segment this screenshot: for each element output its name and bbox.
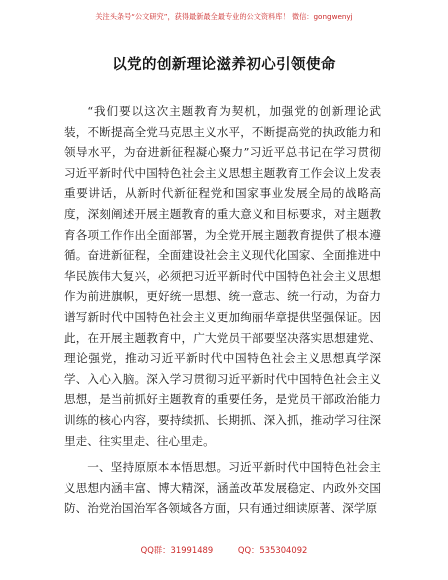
footer-qq: QQ：535304092	[237, 545, 308, 555]
document-title: 以党的创新理论滋养初心引领使命	[112, 57, 336, 73]
document-body	[64, 101, 381, 519]
body-paragraph: 一、坚持原原本本悟思想。习近平新时代中国特色社会主义思想内涵丰富、博大精深，涵盖改革发展稳定、内政外交国防、治党治国治军各领域各方面，只有通过细读原著、深学原	[64, 460, 381, 516]
footer-contacts	[0, 544, 448, 556]
body-paragraph: “我们要以这次主题教育为契机，加强党的创新理论武装，不断提高全党马克思主义水平，不断提高党的执政能力和领导水平，为奋进新征程凝心聚力”习近平总书记在学习贯彻习近平新时代中国特色社会主义思想主题教育工作会议上发表重要讲话，从新时代新征程党和国家事业发展全局的战略高度，深刻阐述开展主题教育的重大意义和目标要求，对主题教育各项工作作出全面部署，为全党开展主题教育提供了根本遵循。奋进新征程，全面建设社会主义现代化国家、全面推进中华民族伟大复兴，必须把习近平新时代中国特色社会主义思想作为前进旗帜，更好统一思想、统一意志、统一行动，为奋力谱写新时代中国特色社会主义更加绚丽华章提供坚强保证。因此，在开展主题教育中，广大党员干部要坚决落实思想建党、理论强党，推动习近平新时代中国特色社会主义思想真学深学、入心入脑。深入学习贯彻习近平新时代中国特色社会主义思想，是当前抓好主题教育的重要任务，是党员干部政治能力训练的核心内容，要持续抓、长期抓、深入抓，推动学习往深里走、往实里走、往心里走。	[64, 104, 381, 448]
footer-qq-group: QQ群：31991489	[140, 545, 214, 555]
header-banner: 关注头条号“公文研究”，获得最新最全最专业的公文资料库！ 微信：gongwenyj	[95, 12, 353, 21]
